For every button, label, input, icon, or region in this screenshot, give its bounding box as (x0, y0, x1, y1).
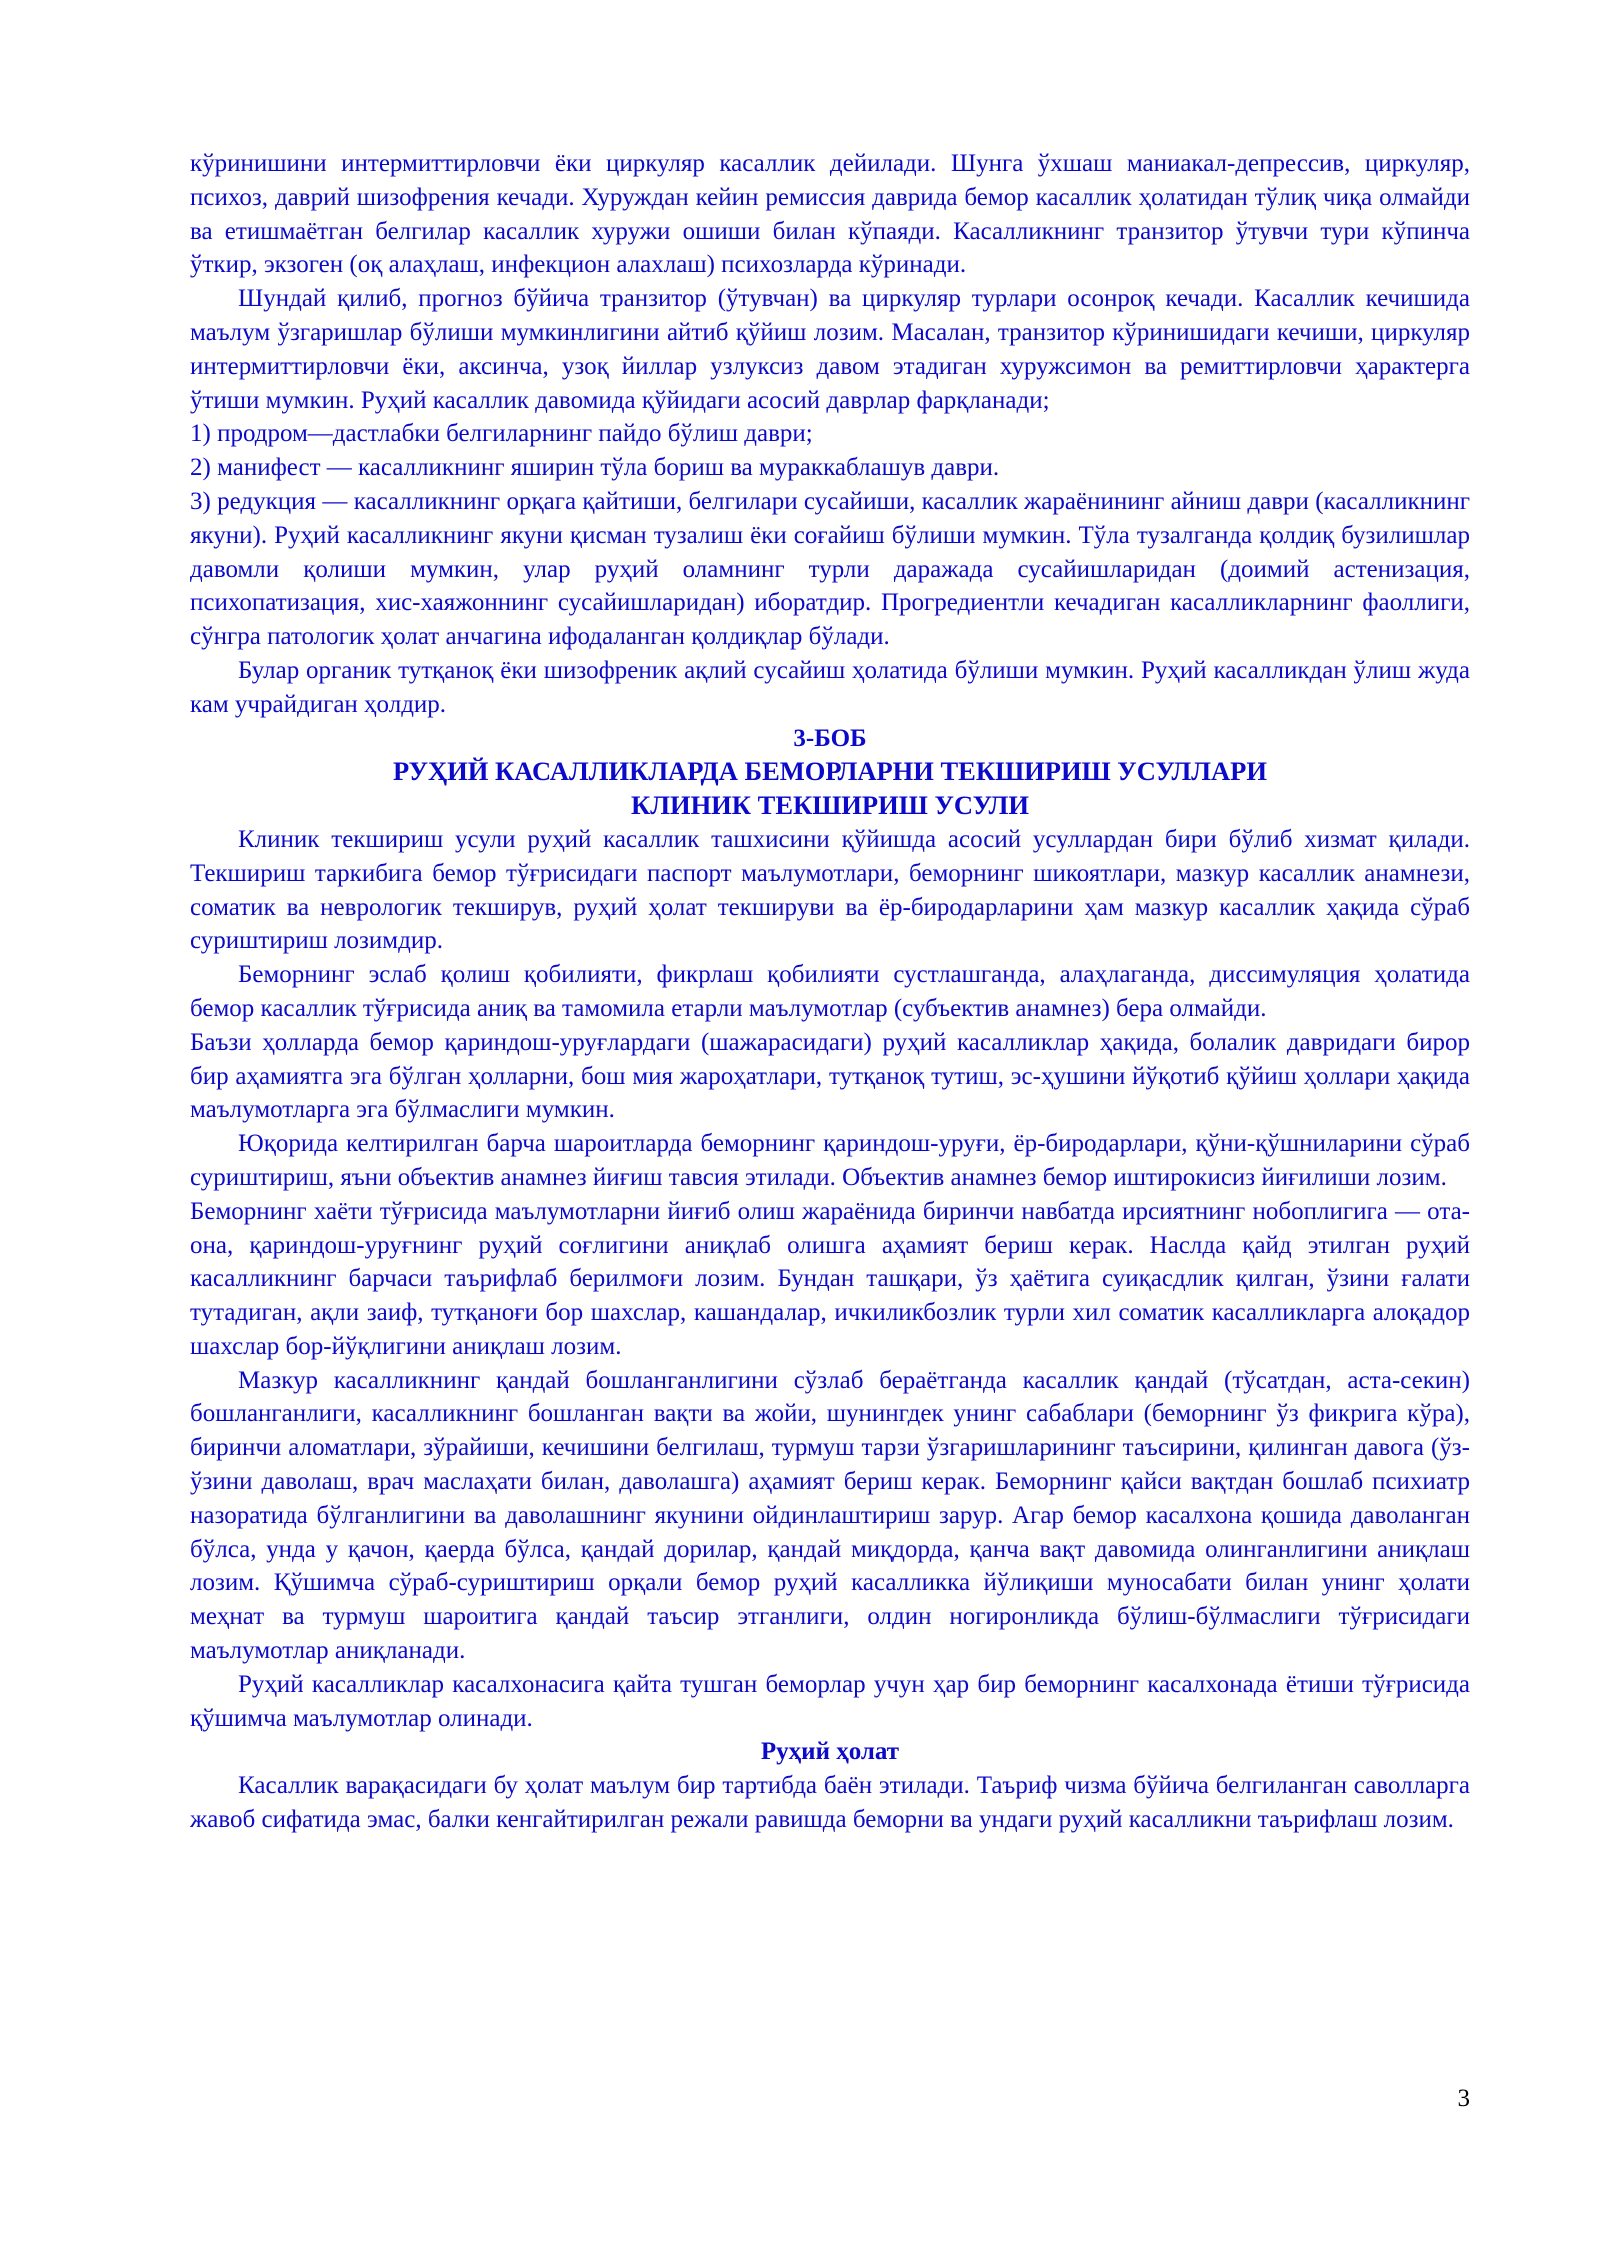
paragraph: Беморнинг эслаб қолиш қобилияти, фикрлаш қобилияти сустлашганда, алаҳлаганда, диссимуляция ҳолатида бемор касаллик тўғрисида аниқ ва тамомила етарли маълумотлар (субъектив анамнез) бера олмайди. (190, 961, 1470, 1022)
subsection-title: Руҳий ҳолат (760, 1738, 900, 1766)
paragraph: Баъзи ҳолларда бемор қариндош-уруғлардаги (шажарасидаги) руҳий касалликлар ҳақида, болалик давридаги бирор бир аҳамиятга эга бўлган ҳолларни, бош мия жароҳатлари, тутқаноқ тутиш, эс-ҳушини йўқотиб қўйиш ҳоллари ҳақида маълумотларга эга бўлмаслиги мумкин. (190, 1028, 1470, 1124)
chapter-title: РУҲИЙ КАСАЛЛИКЛАРДА БЕМОРЛАРНИ ТЕКШИРИШ УСУЛЛАРИ (393, 756, 1267, 787)
page-number: 3 (1457, 2085, 1470, 2112)
section-title: КЛИНИК ТЕКШИРИШ УСУЛИ (631, 790, 1029, 821)
paragraph: Мазкур касалликнинг қандай бошланганлигини сўзлаб бераётганда касаллик қандай (тўсатдан, аста-секин) бошланганлиги, касалликнинг бошланган вақти ва жойи, шунингдек унинг сабаблари (беморнинг ўз фикрига кўра), биринчи аломатлари, зўрайиши, кечишини белгилаш, турмуш тарзи ўзгаришларининг таъсирини, қилинган давога (ўз-ўзини даволаш, врач маслаҳати билан, даволашга) аҳамият бериш керак. Беморнинг қайси вақтдан бошлаб психиатр назоратида бўлганлигини ва даволашнинг якунини ойдинлаштириш зарур. Агар бемор касалхона қошида даволанган бўлса, унда у қачон, қаерда бўлса, қандай дорилар, қандай миқдорда, қанча вақт давомида олинганлигини аниқлаш лозим. Қўшимча сўраб-суриштириш орқали бемор руҳий касалликка йўлиқиши муносабати билан унинг ҳолати меҳнат ва турмуш шароитига қандай таъсир этганлиги, олдин ногиронликда бўлиш-бўлмаслиги тўғрисидаги маълумотлар аниқланади. (190, 1366, 1470, 1665)
chapter-label: 3-БОБ (793, 724, 867, 752)
paragraph: Шундай қилиб, прогноз бўйича транзитор (ўтувчан) ва циркуляр турлари осонроқ кечади. Касаллик кечишида маълум ўзгаришлар бўлиши мумкинлигини айтиб қўйиш лозим. Масалан, транзитор кўринишидаги кечиши, циркуляр интермиттирловчи ёки, аксинча, узоқ йиллар узлуксиз давом этадиган хуружсимон ва ремиттирловчи ҳарактерга ўтиши мумкин. Руҳий касаллик давомида қўйидаги асосий даврлар фарқланади; (190, 285, 1470, 414)
paragraph: Касаллик варақасидаги бу ҳолат маълум бир тартибда баён этилади. Таъриф чизма бўйича белгиланган саволларга жавоб сифатида эмас, балки кенгайтирилган режали равишда беморни ва ундаги руҳий касалликни таърифлаш лозим. (190, 1772, 1470, 1834)
paragraph: Руҳий касалликлар касалхонасига қайта тушган беморлар учун ҳар бир беморнинг касалхонада ётиши тўғрисида қўшимча маълумотлар олинади. (190, 1670, 1470, 1732)
list-item: 2) манифест — касалликнинг яширин тўла бориш ва мураккаблашув даври. (190, 454, 1000, 482)
paragraph: Булар органик тутқаноқ ёки шизофреник ақлий сусайиш ҳолатида бўлиши мумкин. Руҳий касалликдан ўлиш жуда кам учрайдиган ҳолдир. (190, 656, 1470, 718)
paragraph: Беморнинг хаёти тўғрисида маълумотларни йиғиб олиш жараёнида биринчи навбатда ирсиятнинг нобоплигига — ота-она, қариндош-уруғнинг руҳий соғлигини аниқлаб олишга аҳамият бериш керак. Наслда қайд этилган руҳий касалликнинг барчаси таърифлаб берилмоғи лозим. Бундан ташқари, ўз ҳаётига суиқасдлик қилган, ўзини ғалати тутадиган, ақли заиф, тутқаноғи бор шахслар, кашандалар, ичкиликбозлик турли хил соматик касалликларга алоқадор шахслар бор-йўқлигини аниқлаш лозим. (190, 1197, 1470, 1360)
paragraph: Юқорида келтирилган барча шароитларда беморнинг қариндош-уруғи, ёр-биродарлари, қўни-қўшниларини сўраб суриштириш, яъни объектив анамнез йиғиш тавсия этилади. Объектив анамнез бемор иштирокисиз йиғилиши лозим. (190, 1130, 1470, 1191)
paragraph: Клиник текшириш усули руҳий касаллик ташхисини қўйишда асосий усуллардан бири бўлиб хизмат қилади. Текшириш таркибига бемор тўғрисидаги паспорт маълумотлари, беморнинг шикоятлари, мазкур касаллик анамнези, соматик ва неврологик текширув, руҳий ҳолат текшируви ва ёр-биродарларини ҳам мазкур касаллик ҳақида сўраб суриштириш лозимдир. (190, 825, 1470, 955)
list-item: 3) редукция — касалликнинг орқага қайтиши, белгилари сусайиши, касаллик жараёнининг айниш даври (касалликнинг якуни). Руҳий касалликнинг якуни қисман тузалиш ёки соғайиш бўлиши мумкин. Тўла тузалганда қолдиқ бузилишлар давомли қолиши мумкин, улар руҳий оламнинг турли даражада сусайишларидан (доимий астенизация, психопатизация, хис-хаяжоннинг сусайишларидан) иборатдир. Прогредиентли кечадиган касалликларнинг фаоллиги, сўнгра патологик ҳолат анчагина ифодаланган қолдиқлар бўлади. (190, 487, 1470, 651)
paragraph: кўринишини интермиттирловчи ёки циркуляр касаллик дейилади. Шунга ўхшаш маниакал-депрессив, циркуляр, психоз, даврий шизофрения кечади. Хуруждан кейин ремиссия даврида бемор касаллик ҳолатидан тўлиқ чиқа олмайди ва етишмаётган белгилар касаллик хуружи ошиши билан кўпаяди. Касалликнинг транзитор ўтувчи тури кўпинча ўткир, экзоген (оқ алаҳлаш, инфекцион алахлаш) психозларда кўринади. (190, 150, 1470, 279)
document-page (190, 147, 1470, 1837)
list-item: 1) продром—дастлабки белгиларнинг пайдо бўлиш даври; (190, 420, 813, 448)
